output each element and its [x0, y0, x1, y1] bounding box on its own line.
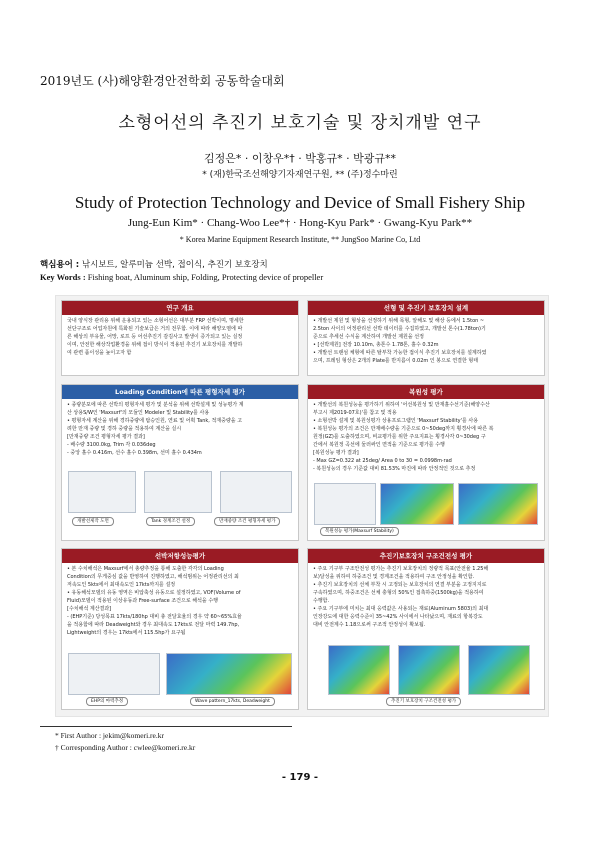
panel-line: • 개발선 제원 및 형상을 선정하기 위해 목형, 알해도 및 해상 등에서 1.5ton ~ [313, 318, 485, 324]
frame-stress-figure-3 [468, 645, 530, 695]
panel-line: 여 관련 품이성을 높이고자 함 [67, 350, 132, 356]
panel-body [308, 563, 544, 633]
panel-title: 선박저항성능평가 [62, 549, 298, 563]
panel-line: [수치해석 계산결과] [67, 606, 112, 612]
panel-line: 2.5ton 사이의 어정관리선 선박 데이터를 수집하였고, 개발선 톤수(1.78ton)기 [313, 326, 486, 332]
english-title: Study of Protection Technology and Device of Small Fishery Ship [74, 193, 526, 212]
panel-line: • 주요 기구부 구조안전성 평가는 추진기 보호장치의 정량적 목표(안전율 1.25해 [313, 566, 489, 572]
figure-caption: 추진기 보호장치 구조건전성 평가 [386, 697, 461, 706]
panel-line: • 개발선 트랜섬 체형에 따른 탈부착 가능한 접이식 추진기 보호장치를 설계하였 [313, 350, 487, 356]
figure-caption: 만재중량 조건 평형자세 평가 [214, 517, 280, 526]
panel-title: 추진기보호장치 구조건전성 평가 [308, 549, 544, 563]
panel-line: - Max GZ=0.322 at 25deg/ Area 0 to 30 = 0.0998m·rad [313, 458, 452, 464]
ehp-chart-figure [68, 653, 160, 695]
figure-caption: Wave pattern_17kts, Deadweight [190, 697, 275, 706]
stability-table-figure [314, 483, 376, 525]
panel-body [62, 315, 298, 361]
keywords-english [40, 272, 323, 282]
panel-title: Loading Condition에 따른 평형자세 평가 [62, 385, 298, 399]
panel-line: • 복원성능 평가의 조건은 만재배수량을 기준으로 0~50deg까지 횡경사에 따른 복 [313, 426, 494, 432]
panel-body [308, 315, 544, 369]
panel-line: • 종량분포에 따른 선박의 평형자세 평가 및 분석을 위해 선박설계 및 성능평가 계 [67, 402, 244, 408]
keywords-korean-label: 핵심용어 : [40, 260, 80, 270]
panel-line: 저속도인 5kts에서 최대속도인 17kts까지를 설정 [67, 582, 176, 588]
panel-line: 준으로 추세선 수식을 계산하여 개발선 제원을 선정 [313, 334, 424, 340]
panel-line: • 추진기 보호장치의 선체 부착 시 고정되는 보호장치의 연결 부분을 고정지지로 [313, 582, 487, 588]
poster [55, 295, 549, 717]
panel-line: • 소형선박 설계 및 복원성평가 상용프로그램인 'Maxsurf Stability'를 사용 [313, 418, 479, 424]
figure-caption: EHP의 마력추정 [86, 697, 128, 706]
panel-line: 인장강도에 대한 응력수준이 35~42% 사이에서 나타났으며, 재료의 항복강도 [313, 614, 483, 620]
english-authors: Jung-Eun Kim* · Chang-Woo Lee*† · Hong-Kyu Park* · Gwang-Kyu Park** [127, 217, 473, 229]
keywords-english-label: Key Words : [40, 272, 86, 282]
panel-line: [만재중량 조건 평형자세 평가 결과] [67, 434, 145, 440]
panel-body [62, 399, 298, 461]
panel-line: 으며, 프레임 형상은 2개의 Plate를 반지름이 0.02m 인 봉으로 연결한 형태 [313, 358, 479, 364]
panel-line: 을 적용함에 따라 Deadweight와 경우 최대속도 17kts로 전달 마력 149.7hp, [67, 622, 240, 628]
panel-research-overview [61, 300, 299, 376]
first-author-footnote: * First Author : jekim@komeri.re.kr [55, 731, 164, 740]
panel-line: 선단구조로 어업자원에 특화된 기술보급은 거의 전무함. 이에 따라 해양오염에 따 [67, 326, 243, 332]
panel-line: - 배수량 3100.0kg, Trim 각 0.036deg [67, 442, 156, 448]
keywords-korean-text: 낚시보트, 알루미늄 선박, 접이식, 추진기 보호장치 [81, 260, 268, 270]
figure-caption: 복원성능 평가(Maxsurf Stability) [320, 527, 399, 536]
panel-line: • 평형자세 계산을 위해 경하중량에 탑승인원, 연료 및 어획 Tank, 적재중량을 고 [67, 418, 243, 424]
frame-stress-figure-1 [328, 645, 390, 695]
panel-line: 부고시 제2019-07호)'를 참고 및 적용 [313, 410, 397, 416]
stability-model-figure [380, 483, 454, 525]
tank-boundary-figure [144, 471, 212, 513]
ship-drawing-figure [68, 471, 136, 513]
korean-authors: 김정은* · 이창우*† · 박홍규* · 박광규** [204, 152, 396, 165]
panel-line: - 중앙 흘수 0.416m, 선수 흘수 0.398m, 선미 흘수 0.434m [67, 450, 202, 456]
panel-title: 복원성 평가 [308, 385, 544, 399]
panel-line: Fluid)모델이 적용된 이상유동과 Free-surface 조건으로 해석을 수행 [67, 598, 218, 604]
panel-line: - (EHP기준) 당성목표 17kts/180hp 대비 총 전달효율의 경우 약 60~65%효율 [67, 614, 242, 620]
conference-header: 2019년도 (사)해양환경안전학회 공동학술대회 [40, 74, 285, 88]
frame-stress-figure-2 [398, 645, 460, 695]
panel-line: - 복원성능의 경우 기준값 대비 81.53% 마진에 따라 안정적인 것으로 추정 [313, 466, 476, 472]
panel-line: • 유동해석모델의 유동 영역은 비압축성 유동으로 설정하였고, VOF(Volume of [67, 590, 241, 596]
panel-line: 간에서 복원정 곡선에 둘러싸인 면적을 기준으로 평가를 수행 [313, 442, 445, 448]
panel-line: • 주요 기구부에 미치는 최대 응력값은 사용되는 재료(Aluminum 5803)의 최대 [313, 606, 489, 612]
wave-pattern-figure [166, 653, 292, 695]
panel-body [308, 399, 544, 477]
keywords-korean [40, 258, 268, 270]
keywords-english-text: Fishing boat, Aluminum ship, Folding, Protecting device of propeller [87, 272, 324, 282]
page-number: - 179 - [281, 772, 319, 783]
panel-line: 이며, 안전한 해상작업환경을 위해 접이 방식이 적용된 추진기 보호장치를 개발하 [67, 342, 243, 348]
equilibrium-figure [220, 471, 292, 513]
panel-line: [복원성능 평가 결과] [313, 450, 359, 456]
panel-hull-design [307, 300, 545, 376]
corresponding-author-footnote: † Corresponding Author : cwlee@komeri.re.kr [55, 743, 196, 752]
panel-line: 수행함. [313, 598, 330, 604]
panel-line: • [선박제원] 전장 10.10m, 총톤수 1.78톤, 흘수 0.32m [313, 342, 439, 348]
panel-line: 구속하였으며, 하중조건은 선체 충형의 50%인 접촉하중(1500kg)을 적용하여 [313, 590, 484, 596]
panel-line: 국내 양식장 관리용 위해 운용되고 있는 소형어선은 대부분 FRP 선박이며, 명세한 [67, 318, 244, 324]
panel-line: 산 상용S/W인 'Maxsurf'의 모듈인 Modeler 및 Stability를 사용 [67, 410, 210, 416]
stability-curve-figure [458, 483, 538, 525]
panel-stability [307, 384, 545, 541]
figure-caption: Tank 경계조건 설정 [146, 517, 195, 526]
panel-resistance [61, 548, 299, 710]
panel-line: 대비 안전계수 1.18으로써 구조적 안정성이 확보됨. [313, 622, 426, 628]
panel-line: • 본 수치해석은 Maxsurf에서 총량추정을 통해 도출한 각각의 Loading [67, 566, 224, 572]
panel-line: Lightweight의 경우는 17kts에서 115.5hp가 요구됨 [67, 630, 186, 636]
panel-line: Condition의 무게중심 값을 반영하여 진행하였고, 해석범위는 어정관리선의 최 [67, 574, 239, 580]
panel-line: • 개발선의 복원성능을 평가하기 위하여 '어선복원성 및 만재흘수선기준(해양수산 [313, 402, 490, 408]
english-affiliation: * Korea Marine Equipment Research Institute, ** JungSoo Marine Co, Ltd [179, 235, 421, 244]
panel-body [62, 563, 298, 641]
panel-line: 보)달성을 위하여 하중조건 및 경계조건을 적용하여 구조 안정성을 확인함. [313, 574, 475, 580]
korean-affiliation: * (재)한국조선해양기자재연구원, ** (주)정수마린 [202, 170, 398, 180]
figure-caption: 개발선제작 도면 [72, 517, 114, 526]
panel-title: 연구 개요 [62, 301, 298, 315]
panel-line: 원정(GZ)를 도출하였으며, 비교평가를 위한 주요지표는 횡경사각 0~30deg 구 [313, 434, 486, 440]
panel-line: 른 해상의 부유물, 어망, 로프 등 어선추진기 감김사고 발생이 증가되고 있는 실정 [67, 334, 243, 340]
korean-title: 소형어선의 추진기 보호기술 및 장치개발 연구 [118, 113, 482, 133]
footnote-divider [40, 726, 292, 727]
panel-line: 려한 만재 중량 및 경하 중량을 적용하여 계산을 실시 [67, 426, 182, 432]
panel-loading-condition [61, 384, 299, 541]
panel-structural-integrity [307, 548, 545, 710]
panel-title: 선형 및 추진기 보호장치 설계 [308, 301, 544, 315]
